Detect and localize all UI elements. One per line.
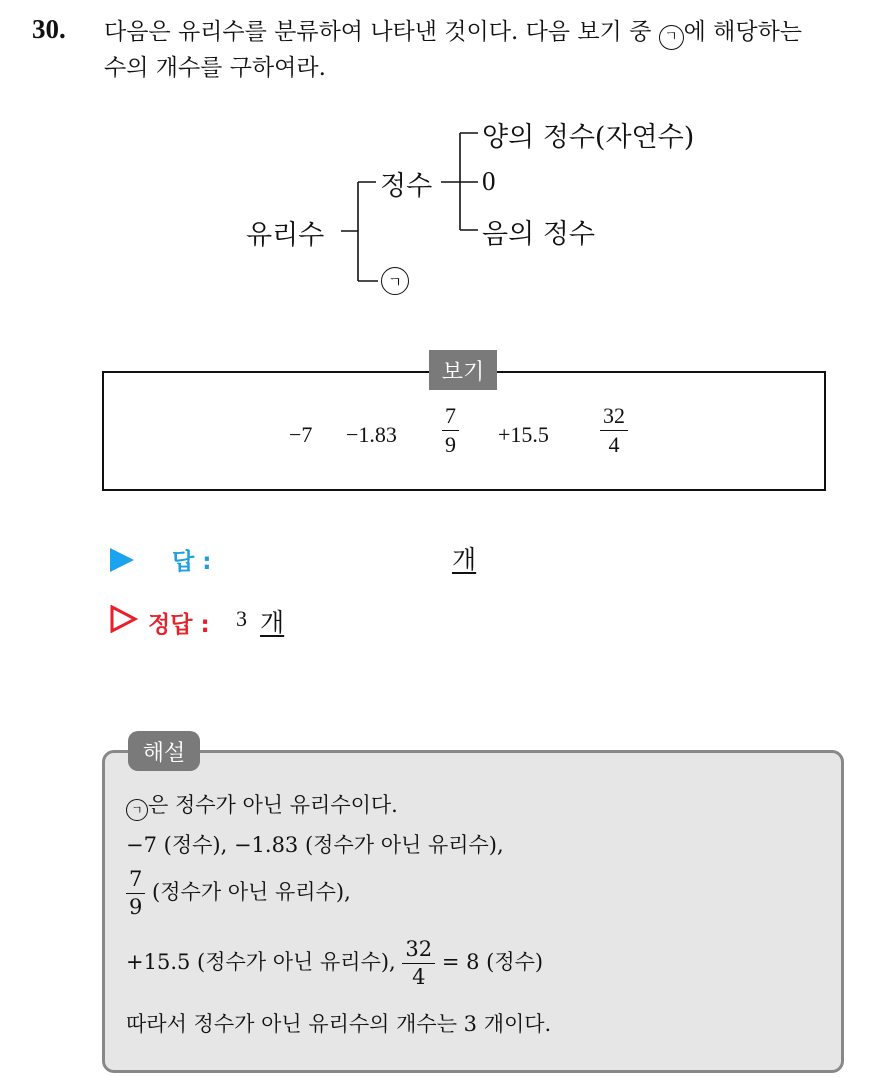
bogi-item: −1.83 — [346, 422, 397, 447]
fraction-numerator: 32 — [402, 938, 435, 964]
fraction-numerator: 32 — [600, 404, 628, 431]
bogi-item: +15.5 — [498, 422, 549, 447]
question-text-part2: 에 해당하는 — [683, 19, 803, 45]
explanation-line-3 — [126, 868, 351, 919]
correct-answer-value: 3 — [236, 606, 247, 631]
correct-arrow-outline-icon — [110, 605, 138, 633]
explanation-line-4 — [126, 938, 543, 989]
explanation-line-2: −7 (정수), −1.83 (정수가 아닌 유리수), — [126, 833, 504, 857]
correct-answer-label: 정답 : — [148, 612, 210, 638]
correct-answer-unit: 개 — [260, 608, 285, 637]
explanation-text: 은 정수가 아닌 유리수이다. — [148, 793, 398, 817]
tree-integers: 정수 — [380, 171, 433, 202]
explanation-fraction — [402, 938, 435, 989]
answer-arrow-icon — [110, 548, 134, 572]
explanation-text: +15.5 (정수가 아닌 유리수), — [126, 950, 403, 975]
bogi-fraction — [442, 404, 459, 457]
tree-positive-integers: 양의 정수(자연수) — [482, 122, 695, 153]
bogi-item: −7 — [289, 422, 313, 447]
tree-negative-integers: 음의 정수 — [482, 219, 595, 250]
question-text-line2: 수의 개수를 구하여라. — [104, 55, 326, 81]
question-number: 30. — [32, 14, 66, 44]
circled-giyeok-symbol: ㄱ — [659, 25, 684, 50]
bogi-tag: 보기 — [429, 350, 497, 390]
fraction-denominator: 4 — [608, 432, 620, 458]
fraction-numerator: 7 — [442, 404, 459, 431]
explanation-text: = 8 (정수) — [435, 950, 544, 975]
tree-root-rational: 유리수 — [246, 220, 325, 251]
tree-zero: 0 — [482, 166, 496, 196]
answer-label: 답 : — [172, 549, 212, 575]
classification-tree-lines — [0, 0, 884, 330]
circled-giyeok-symbol: ㄱ — [126, 799, 148, 821]
answer-unit: 개 — [452, 545, 477, 574]
question-text-part1: 다음은 유리수를 분류하여 나타낸 것이다. 다음 보기 중 — [104, 19, 659, 45]
explanation-text: (정수가 아닌 유리수), — [145, 880, 351, 905]
explanation-fraction — [126, 868, 145, 919]
tree-unknown-circled-symbol: ㄱ — [381, 267, 409, 295]
explanation-line-1 — [126, 789, 398, 821]
fraction-denominator: 9 — [129, 895, 143, 920]
fraction-numerator: 7 — [126, 868, 145, 894]
fraction-denominator: 9 — [445, 432, 456, 458]
fraction-denominator: 4 — [412, 965, 426, 990]
explanation-tag: 해설 — [128, 731, 200, 771]
explanation-line-5: 따라서 정수가 아닌 유리수의 개수는 3 개이다. — [126, 1012, 552, 1036]
bogi-fraction — [600, 404, 628, 457]
